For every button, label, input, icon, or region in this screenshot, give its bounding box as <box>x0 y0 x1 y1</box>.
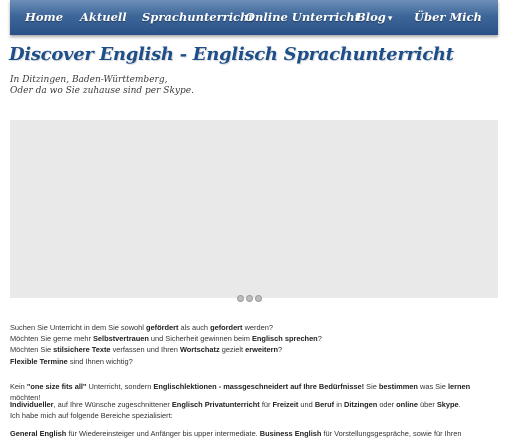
slider-dot-3[interactable] <box>255 295 262 302</box>
nav-item-online-unterricht[interactable]: Online Unterricht <box>245 10 360 24</box>
question-line: Möchten Sie stilsichere Texte verfassen und Ihren Wortschatz gezielt erweitern? <box>10 345 283 355</box>
slider-dot-1[interactable] <box>237 295 244 302</box>
tailored-lessons-paragraph: Kein "one size fits all" Unterricht, sondern Englischlektionen - massgeschneidert auf Ihre Bedürfnisse! Sie bestimmen was Sie lernen möchten! <box>10 382 471 403</box>
image-slider[interactable] <box>10 120 498 298</box>
intro-questions <box>10 322 500 367</box>
question-line: Suchen Sie Unterricht in dem Sie sowohl gefördert als auch gefordert werden? <box>10 323 273 332</box>
site-subtitle <box>10 75 194 97</box>
nav-item-home[interactable]: Home <box>25 10 64 24</box>
areas-paragraph: General English für Wiedereinsteiger und Anfänger bis upper intermediate. Business English für Vorstellungsgespräche, sowie für Ihren <box>10 429 462 438</box>
question-line: Flexible Termine sind Ihnen wichtig? <box>10 356 133 366</box>
nav-item-blog[interactable] <box>356 0 392 35</box>
site-title[interactable]: Discover English - Englisch Sprachunterricht <box>9 44 454 65</box>
specialization-line: Individueller, auf Ihre Wünsche zugeschnittener Englisch Privatunterricht für Freizeit und Beruf in Ditzingen oder online über Skype. <box>10 400 461 409</box>
chevron-down-icon: ▾ <box>387 14 393 24</box>
slider-dot-2[interactable] <box>246 295 253 302</box>
slider-pagination <box>237 289 264 297</box>
nav-item-sprachunterricht[interactable]: Sprachunterricht <box>142 10 254 24</box>
specialization-intro: Ich habe mich auf folgende Bereiche spezialisiert: <box>10 411 173 421</box>
nav-item-blog-label: Blog <box>356 10 386 24</box>
subtitle-line-1: In Ditzingen, Baden-Württemberg, <box>10 75 168 85</box>
specialization-paragraph <box>10 399 500 421</box>
subtitle-line-2: Oder da wo Sie zuhause sind per Skype. <box>10 86 194 96</box>
nav-item-aktuell[interactable]: Aktuell <box>80 10 127 24</box>
nav-item-ueber-mich[interactable]: Über Mich <box>414 10 482 24</box>
question-line: Möchten Sie gerne mehr Selbstvertrauen und Sicherheit gewinnen beim Englisch sprechen? <box>10 334 322 344</box>
main-navigation <box>10 0 498 35</box>
